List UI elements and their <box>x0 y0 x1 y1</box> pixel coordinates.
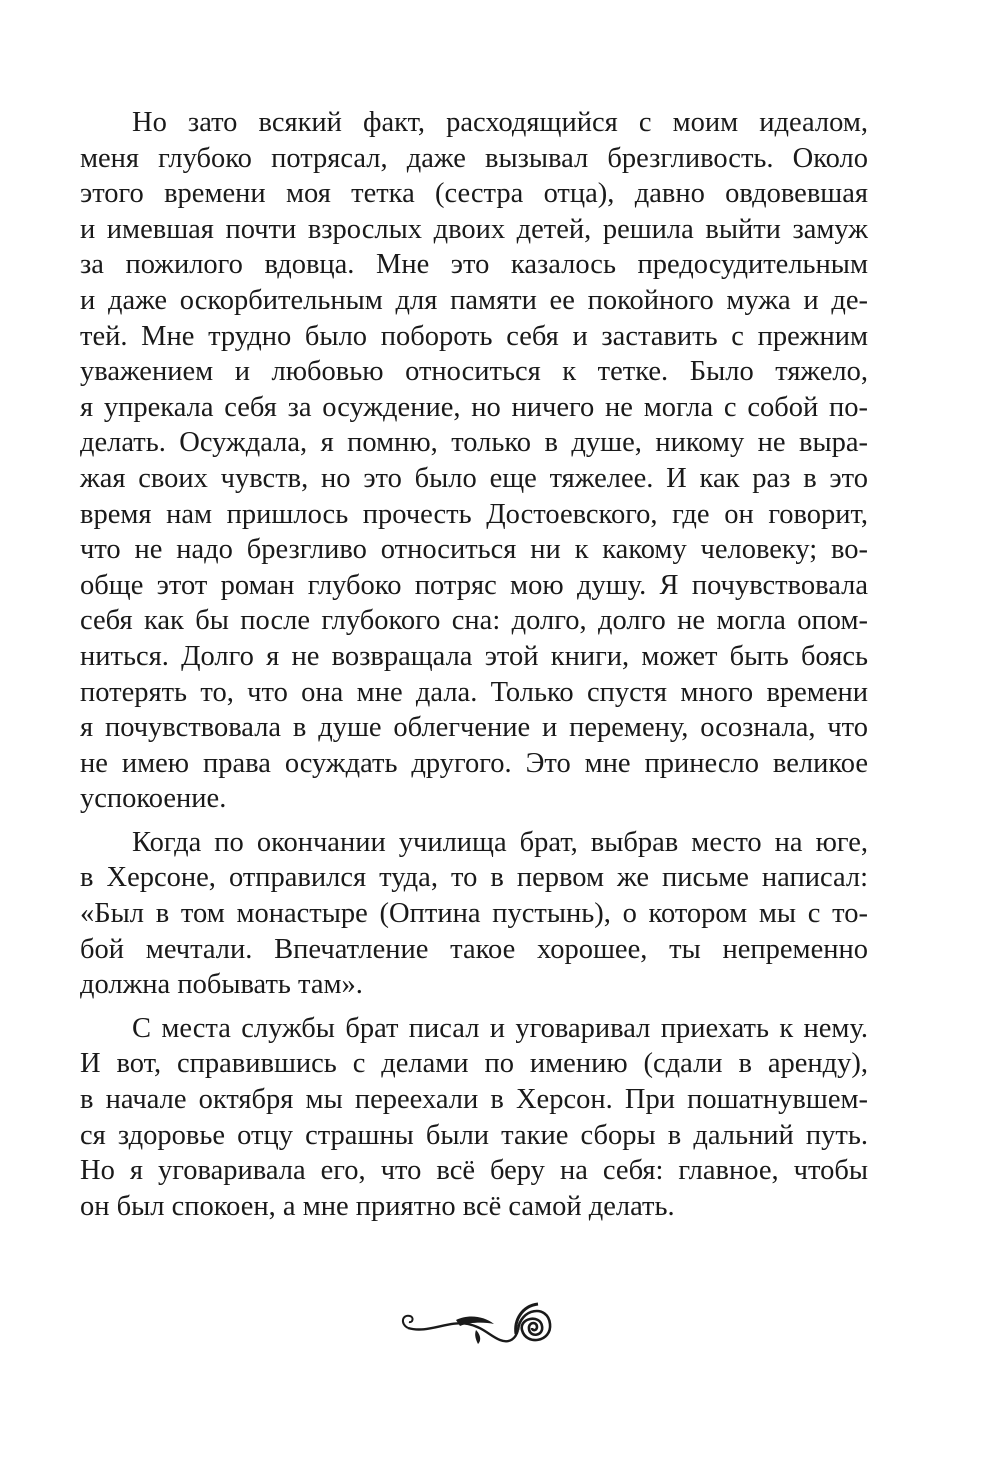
text-line: Но я уговаривала его, что всё беру на себя: главное, чтобы <box>80 1155 868 1187</box>
text-line: С места службы брат писал и уговаривал приехать к нему. <box>132 1012 868 1044</box>
text-line: я почувствовала в душе облегчение и перемену, осознала, что <box>80 712 868 744</box>
text-line: что не надо брезгливо относиться ни к какому человеку; во- <box>80 534 868 566</box>
text-line: он был спокоен, а мне приятно всё самой делать. <box>80 1190 675 1222</box>
swirl-vine-ornament-icon <box>398 1290 558 1360</box>
text-line: «Был в том монастыре (Оптина пустынь), о котором мы с то- <box>80 898 868 930</box>
text-line: время нам пришлось прочесть Достоевского, где он говорит, <box>80 498 868 530</box>
text-line: этого времени моя тетка (сестра отца), давно овдовевшая <box>80 178 868 210</box>
text-line: в начале октября мы переехали в Херсон. При пошатнувшем- <box>80 1084 868 1116</box>
text-line: должна побывать там». <box>80 969 363 1001</box>
text-line: И вот, справившись с делами по имению (сдали в аренду), <box>80 1048 868 1080</box>
text-line: ниться. Долго я не возвращала этой книги, может быть боясь <box>80 640 868 672</box>
text-line: и даже оскорбительным для памяти ее покойного мужа и де- <box>80 284 868 316</box>
paragraph <box>80 1011 868 1225</box>
text-line: себя как бы после глубокого сна: долго, долго не могла опом- <box>80 605 868 637</box>
paragraph <box>80 825 868 1003</box>
text-line: обще этот роман глубоко потряс мою душу. Я почувствовала <box>80 569 868 601</box>
text-line: Когда по окончании училища брат, выбрав место на юге, <box>132 826 868 858</box>
text-line: в Херсоне, отправился туда, то в первом же письме написал: <box>80 862 868 894</box>
paragraph <box>80 105 868 817</box>
text-line: за пожилого вдовца. Мне это казалось предосудительным <box>80 249 868 281</box>
text-line: Но зато всякий факт, расходящийся с моим идеалом, <box>132 107 868 138</box>
text-line: тей. Мне трудно было побороть себя и заставить с прежним <box>80 320 868 352</box>
text-line: уважением и любовью относиться к тетке. Было тяжело, <box>80 356 868 388</box>
body-text <box>80 105 868 1232</box>
text-line: меня глубоко потрясал, даже вызывал брезгливость. Около <box>80 142 868 174</box>
text-line: и имевшая почти взрослых двоих детей, решила выйти замуж <box>80 213 868 245</box>
text-line: успокоение. <box>80 783 227 815</box>
text-line: я упрекала себя за осуждение, но ничего не могла с собой по- <box>80 391 868 423</box>
text-line: ся здоровье отцу страшны были такие сборы в дальний путь. <box>80 1119 868 1151</box>
text-line: потерять то, что она мне дала. Только спустя много времени <box>80 676 868 708</box>
text-line: бой мечтали. Впечатление такое хорошее, ты непременно <box>80 933 868 965</box>
text-line: делать. Осуждала, я помню, только в душе, никому не выра- <box>80 427 868 459</box>
text-line: жая своих чувств, но это было еще тяжелее. И как раз в это <box>80 462 868 494</box>
text-line: не имею права осуждать другого. Это мне принесло великое <box>80 747 868 779</box>
